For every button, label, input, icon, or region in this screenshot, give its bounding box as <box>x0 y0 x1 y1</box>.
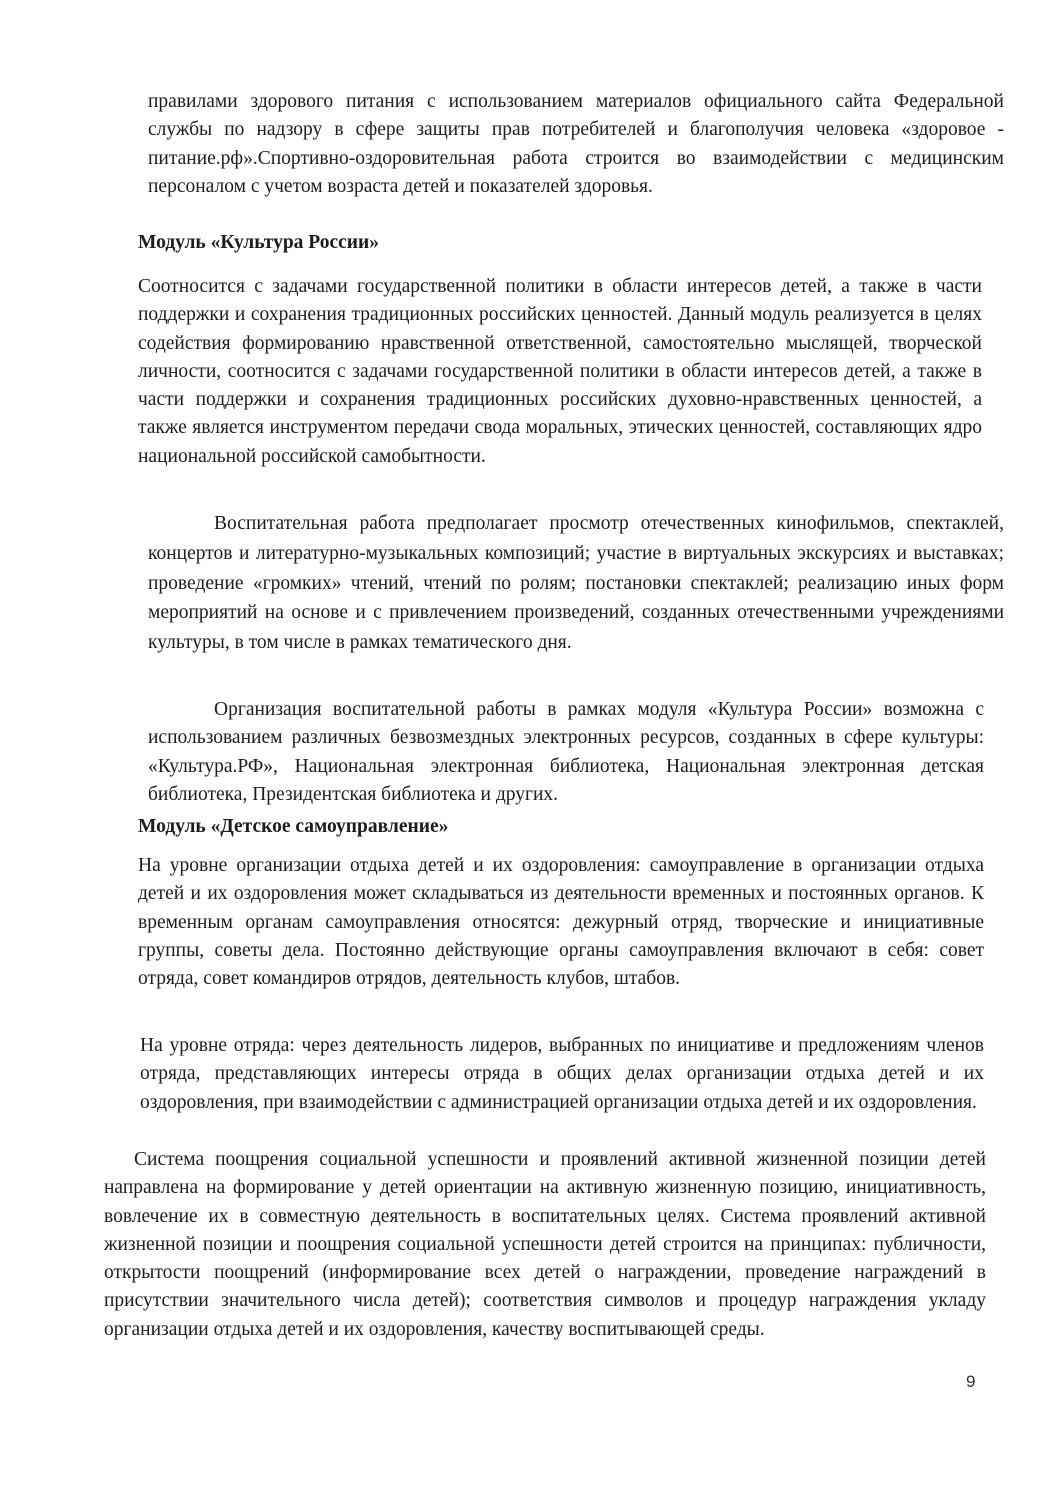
heading-self-government-module: Модуль «Детское самоуправление» <box>138 816 449 837</box>
paragraph-culture-resources: Организация воспитательной работы в рамках модуля «Культура России» возможна с использованием различных безвозмездных электронных ресурсов, созданных в сфере культуры: «Культура.РФ», Национальная электронная библиотека, Национальная электронная детская библиотека, Президентская библиотека и других. <box>148 699 984 805</box>
paragraph-culture-activities: Воспитательная работа предполагает просмотр отечественных кинофильмов, спектаклей, концертов и литературно-музыкальных композиций; участие в виртуальных экскурсиях и выставках; проведение «громких» чтений, чтений по ролям; постановки спектаклей; реализацию иных форм мероприятий на основе и с привлечением произведений, созданных отечественными учреждениями культуры, в том числе в рамках тематического дня. <box>148 513 1004 654</box>
paragraph-healthy-eating: правилами здорового питания с использованием материалов официального сайта Федеральной службы по надзору в сфере защиты прав потребителей и благополучия человека «здоровое - питание.рф».Спортивно-оздоровительная работа строится во взаимодействии с медицинским персоналом с учетом возраста детей и показателей здоровья. <box>148 91 1004 197</box>
heading-culture-module: Модуль «Культура России» <box>138 232 380 253</box>
paragraph-culture-goals: Соотносится с задачами государственной политики в области интересов детей, а также в части поддержки и сохранения традиционных российских ценностей. Данный модуль реализуется в целях содействия формированию нравственной ответственной, самостоятельно мыслящей, творческой личности, соотносится с задачами государственной политики в области интересов детей, а также в части поддержки и сохранения традиционных российских духовно-нравственных ценностей, а также является инструментом передачи свода моральных, этических ценностей, составляющих ядро национальной российской самобытности. <box>138 276 982 467</box>
paragraph-squad-level: На уровне отряда: через деятельность лидеров, выбранных по инициативе и предложениям членов отряда, представляющих интересы отряда в общих делах организации отдыха детей и их оздоровления, при взаимодействии с администрацией организации отдыха детей и их оздоровления. <box>140 1035 984 1113</box>
paragraph-organization-level: На уровне организации отдыха детей и их оздоровления: самоуправление в организации отдыха детей и их оздоровления может складываться из деятельности временных и постоянных органов. К временным органам самоуправления относятся: дежурный отряд, творческие и инициативные группы, советы дела. Постоянно действующие органы самоуправления включают в себя: совет отряда, совет командиров отрядов, деятельность клубов, штабов. <box>138 855 984 990</box>
page-number: 9 <box>966 1372 976 1391</box>
paragraph-encouragement-system: Система поощрения социальной успешности и проявлений активной жизненной позиции детей направлена на формирование у детей ориентации на активную жизненную позицию, инициативность, вовлечение их в совместную деятельность в воспитательных целях. Система проявлений активной жизненной позиции и поощрения социальной успешности детей строится на принципах: публичности, открытости поощрений (информирование всех детей о награждении, проведение награждений в присутствии значительного числа детей); соответствия символов и процедур награждения укладу организации отдыха детей и их оздоровления, качеству воспитывающей среды. <box>104 1149 986 1340</box>
